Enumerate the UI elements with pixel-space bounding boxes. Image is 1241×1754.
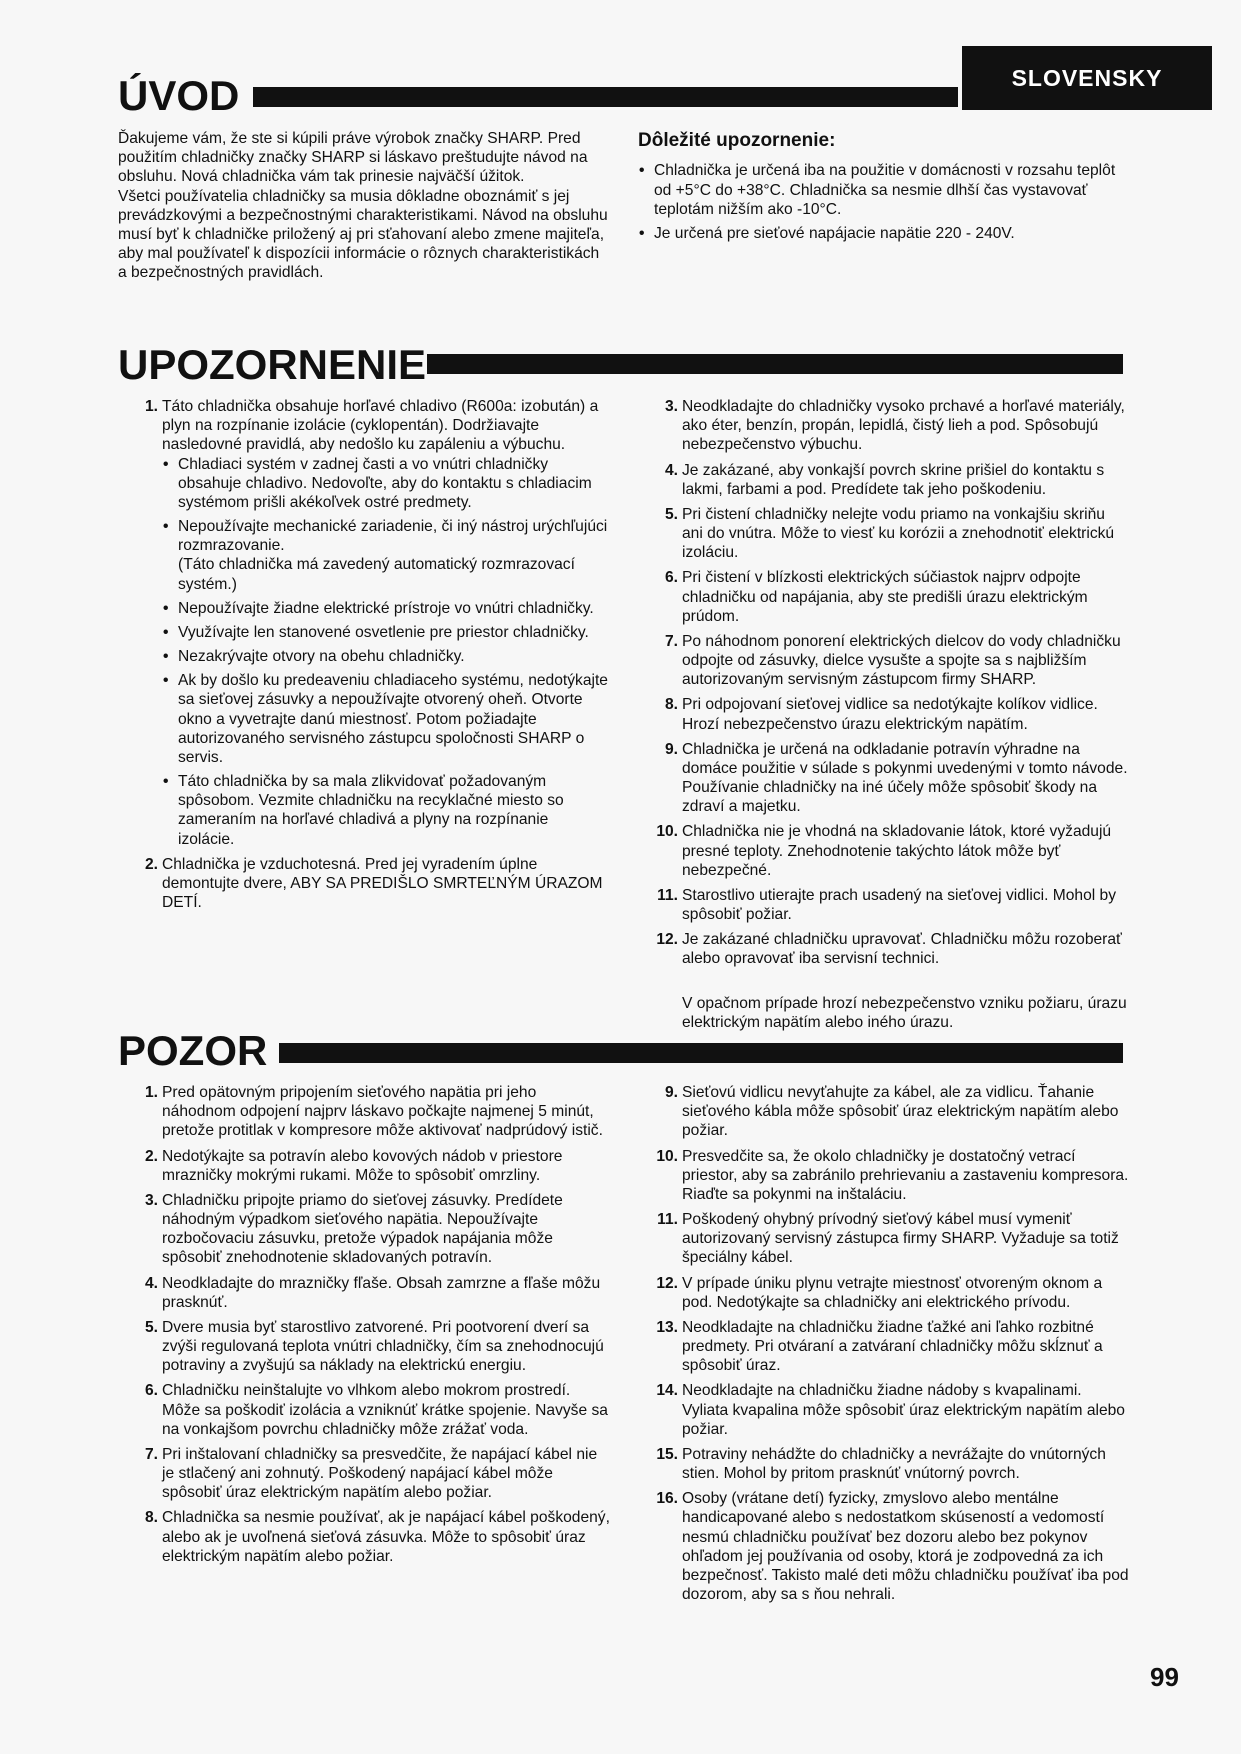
item-number: 7. (144, 1445, 158, 1463)
item-text: Dvere musia byť starostlivo zatvorené. Pri pootvorení dverí sa zvýši regulovaná teplota vnútri chladničky, čím sa znehodnocujú potraviny a zvyšujú sa náklady na elektrickú energiu. (162, 1318, 604, 1375)
warning-item (652, 822, 1130, 880)
item-text: Pri inštalovaní chladničky sa presvedčite, že napájací kábel nie je stlačený ani zohnutý. Poškodený napájací kábel môže spôsobiť úraz elektrickým napätím alebo požiar. (162, 1445, 598, 1502)
language-tab: SLOVENSKY (962, 46, 1212, 110)
warning-item (652, 568, 1130, 626)
warning-bullet: • Nepoužívajte žiadne elektrické prístroje vo vnútri chladničky. (162, 599, 608, 618)
warning-bullet: • Ak by došlo ku predeaveniu chladiaceho systému, nedotýkajte sa sieťovej zásuvky a nepoužívajte otvorený oheň. Otvorte okno a vyvetrajte danú miestnosť. Potom požiadajte autorizovaného servisného zástupcu spoločnosti SHARP o servis. (162, 671, 608, 767)
bullet-note: (Táto chladnička má zavedený automatický rozmrazovací systém.) (178, 556, 575, 593)
item-number: 11. (657, 1211, 678, 1229)
caution-item (132, 1508, 610, 1566)
warning-item (652, 695, 1130, 733)
upozornenie-heading: UPOZORNENIE (118, 341, 427, 388)
item-text: Nedotýkajte sa potravín alebo kovových nádob v priestore mrazničky mokrými rukami. Môže to spôsobiť omrzliny. (162, 1147, 563, 1184)
warning-bullet (162, 517, 608, 594)
important-bullet: • Je určená pre sieťové napájacie napätie 220 - 240V. (638, 224, 1128, 243)
warning-bullet: • Nezakrývajte otvory na obehu chladničky. (162, 647, 608, 666)
caution-item (132, 1191, 610, 1268)
caution-item (132, 1083, 610, 1141)
caution-item (132, 1147, 610, 1185)
caution-item (652, 1210, 1130, 1268)
item-text: Po náhodnom ponorení elektrických dielcov do vody chladničku odpojte od zásuvky, dielce vysušte a spojte sa s najbližším autorizovaným servisným zástupcom firmy SHARP. (682, 632, 1121, 689)
pozor-right-column (652, 1083, 1130, 1610)
caution-item (132, 1318, 610, 1376)
item-number: 10. (656, 823, 678, 841)
item-number: 14. (656, 1382, 678, 1400)
important-title: Dôležité upozornenie: (638, 130, 836, 151)
upozornenie-rule (427, 354, 1123, 374)
item-text: Táto chladnička obsahuje horľavé chladivo (R600a: izobután) a plyn na rozpínanie izolácie (cyklopentán). Dodržiavajte nasledovné pravidlá, aby nedošlo ku zapáleniu a výbuchu. (162, 398, 599, 454)
bullet-text: Nepoužívajte mechanické zariadenie, či iný nástroj urýchľujúci rozmrazovanie. (178, 518, 608, 555)
intro-paragraph: Všetci používatelia chladničky sa musia dôkladne oboznámiť s jej prevádzkovými a bezpečnostnými charakteristikami. Návod na obsluhu musí byť k chladničke priložený aj pri sťahovaní alebo zmene majiteľa, aby mal používateľ k dispozícii informácie o rôznych charakteristikách a bezpečnostných pravidlách. (118, 187, 608, 282)
item-number: 15. (656, 1445, 678, 1463)
item-text: Chladničku neinštalujte vo vlhkom alebo mokrom prostredí. Môže sa poškodiť izolácia a vzniknúť krátke spojenie. Navyše sa na vonkajšom povrchu chladničky môže zrážať voda. (162, 1382, 608, 1438)
item-number: 8. (664, 696, 678, 714)
warning-bullet: • Využívajte len stanovené osvetlenie pre priestor chladničky. (162, 623, 608, 642)
item-text: Neodkladajte do mrazničky fľaše. Obsah zamrzne a fľaše môžu prasknúť. (162, 1274, 601, 1311)
warning-item (652, 632, 1130, 690)
caution-item (652, 1381, 1130, 1439)
item-number: 2. (144, 855, 158, 873)
item-number: 5. (664, 505, 678, 523)
item-number: 13. (656, 1318, 678, 1336)
warning-item (652, 461, 1130, 499)
caution-item (652, 1083, 1130, 1141)
item-text: Pri odpojovaní sieťovej vidlice sa nedotýkajte kolíkov vidlice. Hrozí nebezpečenstvo úrazu elektrickým napätím. (682, 696, 1098, 733)
item-number: 4. (664, 461, 678, 479)
item-number: 5. (144, 1318, 158, 1336)
item-text: Presvedčite sa, že okolo chladničky je dostatočný vetrací priestor, aby sa zabránilo prehrievaniu a zastaveniu kompresora. Riaďte sa pokynmi na inštaláciu. (682, 1147, 1129, 1203)
pozor-left-column (132, 1083, 610, 1572)
upozornenie-left-column (132, 397, 608, 918)
item-text: Potraviny nehádžte do chladničky a nevrážajte do vnútorných stien. Mohol by pritom prasknúť vnútorný povrch. (682, 1445, 1106, 1483)
warning-item (652, 930, 1130, 968)
item-note: V opačnom prípade hrozí nebezpečenstvo vzniku požiaru, úrazu elektrickým napätím alebo iného úrazu. (682, 994, 1127, 1031)
item-text: Pred opätovným pripojením sieťového napätia pri jeho náhodnom odpojení najprv láskavo počkajte najmenej 5 minút, pretože protitlak v kompresore môže aktivovať nadprúdový istič. (162, 1084, 603, 1140)
caution-item (132, 1381, 610, 1439)
pozor-heading: POZOR (118, 1027, 268, 1074)
item-text: Chladnička sa nesmie používať, ak je napájací kábel poškodený, alebo ak je uvoľnená sieťová zásuvka. Môže to spôsobiť úraz elektrickým napätím alebo požiar. (162, 1509, 610, 1565)
pozor-rule (279, 1043, 1123, 1063)
caution-item (652, 1274, 1130, 1312)
warning-item (652, 975, 1130, 1033)
item-number: 4. (144, 1274, 158, 1292)
caution-item (652, 1489, 1130, 1604)
item-text: V prípade úniku plynu vetrajte miestnosť otvoreným oknom a pod. Nedotýkajte sa chladničky ani elektrického prívodu. (682, 1274, 1103, 1311)
item-number: 9. (664, 740, 678, 758)
item-text: Je zakázané chladničku upravovať. Chladničku môžu rozoberať alebo opravovať iba servisní technici. (682, 931, 1122, 968)
caution-item (132, 1445, 610, 1503)
warning-bullet: • Chladiaci systém v zadnej časti a vo vnútri chladničky obsahuje chladivo. Nedovoľte, aby do kontaktu s chladiacim systémom prišli akékoľvek ostré predmety. (162, 455, 608, 513)
item-text: Neodkladajte na chladničku žiadne nádoby s kvapalinami. Vyliata kvapalina môže spôsobiť úraz elektrickým napätím alebo požiar. (682, 1382, 1125, 1438)
item-text: Sieťovú vidlicu nevyťahujte za kábel, ale za vidlicu. Ťahanie sieťového kábla môže spôsobiť úraz elektrickým napätím alebo požiar. (682, 1084, 1119, 1140)
item-text: Pri čistení chladničky nelejte vodu priamo na vonkajšiu skriňu ani do vnútra. Môže to viesť ku korózii a znehodnotiť elektrickú izoláciu. (682, 505, 1115, 562)
item-number: 11. (657, 886, 678, 904)
item-text: Poškodený ohybný prívodný sieťový kábel musí vymeniť autorizovaný servisný zástupca firmy SHARP. Vyžaduje sa totiž špeciálny kábel. (682, 1211, 1119, 1267)
item-text: Neodkladajte na chladničku žiadne ťažké ani ľahko rozbitné predmety. Pri otváraní a zatváraní chladničky môžu skĺznuť a spôsobiť úraz. (682, 1318, 1103, 1375)
item-text: Chladnička je určená na odkladanie potravín výhradne na domáce použitie v súlade s pokynmi uvedenými v tomto návode. Používanie chladničky na iné účely môže spôsobiť škody na zdraví a majetku. (682, 740, 1128, 816)
warning-item (652, 740, 1130, 817)
item-number: 6. (144, 1382, 158, 1400)
item-number: 12. (656, 1274, 678, 1292)
important-bullet: • Chladnička je určená iba na použitie v domácnosti v rozsahu teplôt od +5°C do +38°C. Chladnička sa nesmie dlhší čas vystavovať teplotám nižším ako -10°C. (638, 161, 1128, 219)
item-number: 1. (144, 398, 158, 415)
warning-item (132, 397, 608, 849)
warning-item (652, 886, 1130, 924)
item-number: 6. (664, 569, 678, 587)
item-text: Neodkladajte do chladničky vysoko prchavé a horľavé materiály, ako éter, benzín, propán, lepidlá, čistý lieh a pod. Spôsobujú nebezpečenstvo výbuchu. (682, 398, 1125, 454)
item-text: Starostlivo utierajte prach usadený na sieťovej vidlici. Mohol by spôsobiť požiar. (682, 886, 1117, 924)
item-number: 1. (144, 1084, 158, 1101)
important-notice (638, 129, 1128, 248)
warning-bullet: • Táto chladnička by sa mala zlikvidovať požadovaným spôsobom. Vezmite chladničku na recyklačné miesto so zameraním na horľavé chladivá a plyny na rozpínanie izolácie. (162, 772, 608, 849)
item-number: 2. (144, 1147, 158, 1165)
item-number: 7. (664, 632, 678, 650)
item-text: Chladnička nie je vhodná na skladovanie látok, ktoré vyžadujú presné teploty. Znehodnotenie takýchto látok môže byť nebezpečné. (682, 823, 1112, 879)
uvod-intro (118, 129, 608, 282)
warning-item (132, 855, 608, 913)
page-number: 99 (1150, 1662, 1179, 1692)
item-number: 3. (664, 398, 678, 415)
upozornenie-right-column (652, 397, 1130, 1038)
item-number: 9. (664, 1084, 678, 1101)
item-text: Chladnička je vzduchotesná. Pred jej vyradením úplne demontujte dvere, ABY SA PREDIŠLO SMRTEĽNÝM ÚRAZOM DETÍ. (162, 855, 603, 912)
item-text: Chladničku pripojte priamo do sieťovej zásuvky. Predídete náhodným výpadkom sieťového napätia. Nepoužívajte rozbočovaciu zásuvku, pretože výpadok napájania môže spôsobiť znehodnotenie skladovaných potravín. (162, 1191, 563, 1267)
warning-item (652, 505, 1130, 563)
item-number: 12. (656, 931, 678, 949)
uvod-heading: ÚVOD (118, 72, 240, 119)
item-number: 16. (656, 1490, 678, 1508)
item-number: 8. (144, 1509, 158, 1527)
item-number: 3. (144, 1191, 158, 1209)
item-text: Osoby (vrátane detí) fyzicky, zmyslovo alebo mentálne handicapované alebo s nedostatkom skúseností a vedomostí nesmú chladničku používať bez dozoru alebo bez pokynov ohľadom jej používania od osoby, ktorá je zodpovedná za ich bezpečnosť. Takisto malé deti môžu chladničku používať iba pod dozorom, aby sa s ňou nehrali. (682, 1490, 1129, 1604)
intro-paragraph: Ďakujeme vám, že ste si kúpili práve výrobok značky SHARP. Pred použitím chladničky značky SHARP si láskavo preštudujte návod na obsluhu. Nová chladnička vám tak prinesie najväčší úžitok. (118, 130, 588, 186)
caution-item (132, 1274, 610, 1312)
caution-item (652, 1318, 1130, 1376)
caution-item (652, 1147, 1130, 1205)
uvod-rule (253, 87, 958, 107)
warning-item (652, 397, 1130, 455)
item-number: 10. (656, 1147, 678, 1165)
item-text: Pri čistení v blízkosti elektrických súčiastok najprv odpojte chladničku od napájania, aby ste predišli úrazu elektrickým prúdom. (682, 569, 1088, 625)
item-text: Je zakázané, aby vonkajší povrch skrine prišiel do kontaktu s lakmi, farbami a pod. Predídete tak jeho poškodeniu. (682, 461, 1105, 498)
caution-item (652, 1445, 1130, 1483)
